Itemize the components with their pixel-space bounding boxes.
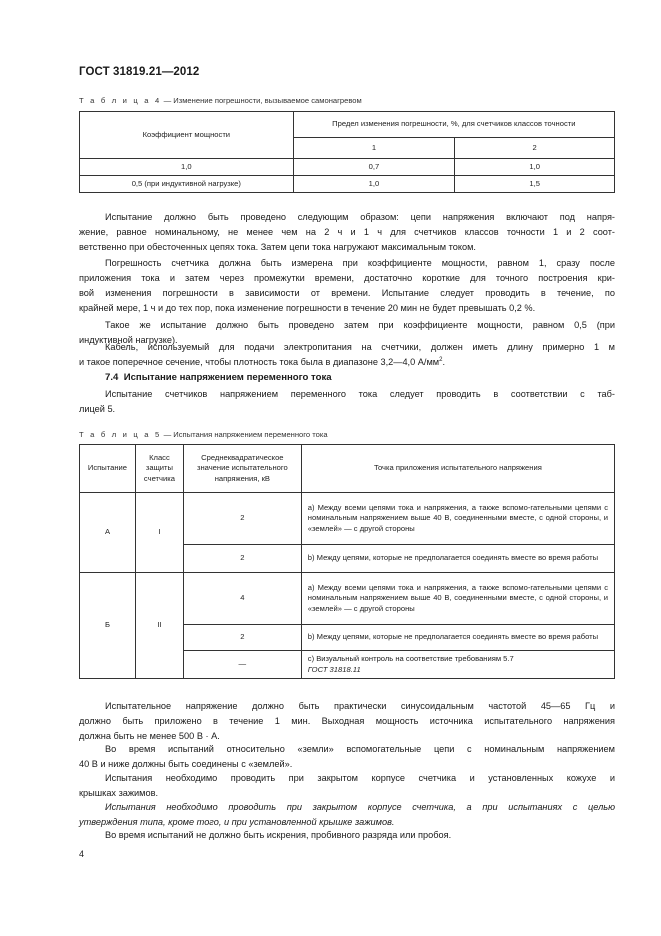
table4-cell-pf: 1,0 xyxy=(80,159,294,176)
table4-cell-c2: 1,5 xyxy=(455,176,615,193)
table5 xyxy=(79,444,615,679)
paragraph-9: Испытания необходимо проводить при закрытом корпусе счетчика, а при испытаниях с целью утверждения типа, кроме того, и при установленной крышке зажимов. xyxy=(79,802,615,827)
table4-cell-c1: 0,7 xyxy=(293,159,455,176)
table5-cell-point-ref: ГОСТ 31818.11 xyxy=(307,664,361,674)
table4-header-class2: 2 xyxy=(455,138,615,159)
table5-header-point: Точка приложения испытательного напряжения xyxy=(301,445,614,493)
table5-cell-class: I xyxy=(135,493,183,573)
paragraph-2: Погрешность счетчика должна быть измерена при коэффициенте мощности, равном 1, сразу после приложения тока и затем через промежутки времени, достаточно короткие для точного построения кри- вой изменения погрешности в зависимости от времени. Испытание следует проводить в течение, по крайней мере, 1 ч и до тех пор, пока изменение погрешности в течение 20 мин не будет превышать 0,2 %. xyxy=(79,258,615,313)
table-row xyxy=(80,176,615,193)
table5-cell-class: II xyxy=(135,573,183,679)
page-header-title: ГОСТ 31819.21—2012 xyxy=(79,66,200,78)
table5-cell-point: b) Между цепями, которые не предполагается соединять вместе во время работы xyxy=(301,625,614,651)
paragraph-6: Испытательное напряжение должно быть практически синусоидальным частотой 45—65 Гц и должно быть приложено в течение 1 мин. Выходная мощность источника испытательного напряжения должна быть не менее 500 В · А. xyxy=(79,701,615,741)
paragraph-3: Такое же испытание должно быть проведено затем при коэффициенте мощности, равном 0,5 (при индуктивной нагрузке). xyxy=(79,320,615,345)
table5-cell-point: c) Визуальный контроль на соответствие требованиям 5.7 ГОСТ 31818.11 xyxy=(301,651,614,679)
paragraph-8: Испытания необходимо проводить при закрытом корпусе счетчика и установленных кожухе и крышках зажимов. xyxy=(79,773,615,798)
section-heading: 7.4 Испытание напряжением переменного тока xyxy=(105,372,332,383)
table4-header-pf: Коэффициент мощности xyxy=(80,112,294,159)
paragraph-4: Кабель, используемый для подачи электропитания на счетчики, должен иметь длину примерно 1 м и такое поперечное сечение, чтобы плотность тока была в диапазоне 3,2—4,0 $А/мм^2$. xyxy=(79,342,615,367)
table5-cell-test: А xyxy=(80,493,136,573)
table4-cell-c2: 1,0 xyxy=(455,159,615,176)
table5-cell-voltage: — xyxy=(183,651,301,679)
table5-cell-voltage: 2 xyxy=(183,625,301,651)
table-row xyxy=(80,493,615,545)
table5-cell-voltage: 2 xyxy=(183,493,301,545)
table5-cell-voltage: 4 xyxy=(183,573,301,625)
table5-cell-test: Б xyxy=(80,573,136,679)
table5-header-test: Испытание xyxy=(80,445,136,493)
page-number: 4 xyxy=(79,849,85,859)
table4-header-limit: Предел изменения погрешности, %, для счетчиков классов точности xyxy=(293,112,614,138)
table-row xyxy=(80,573,615,625)
table5-cell-point: b) Между цепями, которые не предполагается соединять вместе во время работы xyxy=(301,545,614,573)
table4-cell-pf: 0,5 (при индуктивной нагрузке) xyxy=(80,176,294,193)
table4 xyxy=(79,111,615,193)
paragraph-10: Во время испытаний не должно быть искрения, пробивного разряда или пробоя. xyxy=(105,830,452,840)
paragraph-1: Испытание должно быть проведено следующим образом: цепи напряжения включают под напря- жение, равное номинальному, не менее чем на 2 ч и 1 ч для счетчиков классов точности 1 и 2 соот- ветственно при обесточенных цепях тока. Затем цепи тока нагружают максимальным током. xyxy=(79,212,615,252)
table5-header-voltage: Среднеквадратическое значение испытательного напряжения, кВ xyxy=(183,445,301,493)
table5-cell-point: a) Между всеми цепями тока и напряжения, а также вспомо-гательными цепями с номинальным напряжением выше 40 В, соединенными вместе, с одной стороны, и «землей» — с другой стороны xyxy=(301,493,614,545)
paragraph-5: Испытание счетчиков напряжением переменного тока следует проводить в соответствии с таб- лицей 5. xyxy=(79,389,615,414)
table5-cell-point: a) Между всеми цепями тока и напряжения, а также вспомо-гательными цепями с номинальным напряжением выше 40 В, соединенными вместе, с одной стороны, и «землей» — с другой стороны xyxy=(301,573,614,625)
table4-caption: Т а б л и ц а 4 — Изменение погрешности, вызываемое самонагревом xyxy=(79,96,362,105)
paragraph-7: Во время испытаний относительно «земли» вспомогательные цепи с номинальным напряжением 40 В и ниже должны быть соединены с «землей». xyxy=(79,744,615,769)
table5-caption: Т а б л и ц а 5 — Испытания напряжением переменного тока xyxy=(79,430,328,439)
table4-header-class1: 1 xyxy=(293,138,455,159)
table5-cell-voltage: 2 xyxy=(183,545,301,573)
table4-cell-c1: 1,0 xyxy=(293,176,455,193)
table5-header-class: Класс защиты счетчика xyxy=(135,445,183,493)
table-row xyxy=(80,159,615,176)
